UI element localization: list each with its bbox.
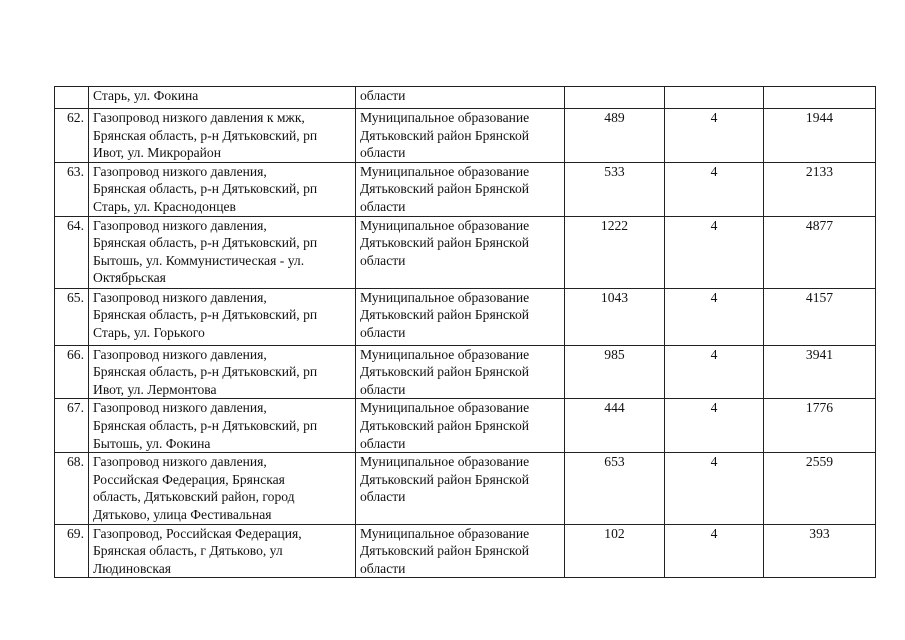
count-cell: 4 xyxy=(665,453,764,524)
owner-cell xyxy=(356,109,565,163)
table-body xyxy=(55,87,876,578)
total-cell: 393 xyxy=(764,524,876,578)
object-description-line: Бытошь, ул. Фокина xyxy=(93,435,211,451)
owner-line: Муниципальное образование xyxy=(360,525,530,541)
row-number: 67. xyxy=(55,399,89,453)
length-cell: 1043 xyxy=(565,288,665,345)
table-row xyxy=(55,524,876,578)
object-description xyxy=(89,162,356,216)
count-cell: 4 xyxy=(665,524,764,578)
length-cell: 1222 xyxy=(565,216,665,288)
count-cell: 4 xyxy=(665,345,764,399)
owner-line: Дятьковский район Брянской xyxy=(360,181,530,197)
row-number xyxy=(55,87,89,109)
total-cell xyxy=(764,87,876,109)
length-cell: 985 xyxy=(565,345,665,399)
owner-cell xyxy=(356,524,565,578)
table-row xyxy=(55,399,876,453)
row-number: 68. xyxy=(55,453,89,524)
object-description xyxy=(89,216,356,288)
owner-line: Муниципальное образование xyxy=(360,400,530,416)
owner-line: Муниципальное образование xyxy=(360,454,530,470)
owner-line: области xyxy=(360,324,406,340)
total-cell: 1776 xyxy=(764,399,876,453)
owner-line: области xyxy=(360,145,406,161)
count-cell xyxy=(665,87,764,109)
owner-line: Муниципальное образование xyxy=(360,289,530,305)
count-cell: 4 xyxy=(665,109,764,163)
object-description-line: Дятьково, улица Фестивальная xyxy=(93,506,272,522)
object-description-line: Газопровод низкого давления, xyxy=(93,454,267,470)
row-number: 63. xyxy=(55,162,89,216)
length-cell: 489 xyxy=(565,109,665,163)
object-description-line: Брянская область, р-н Дятьковский, рп xyxy=(93,417,318,433)
owner-line: области xyxy=(360,198,406,214)
object-description-line: Российская Федерация, Брянская xyxy=(93,471,285,487)
object-description-line: область, Дятьковский район, город xyxy=(93,489,295,505)
table-row xyxy=(55,288,876,345)
owner-line: Дятьковский район Брянской xyxy=(360,417,530,433)
count-cell: 4 xyxy=(665,288,764,345)
total-cell: 3941 xyxy=(764,345,876,399)
owner-line: Муниципальное образование xyxy=(360,110,530,125)
object-description-line: Газопровод низкого давления, xyxy=(93,400,267,416)
owner-cell xyxy=(356,162,565,216)
object-description xyxy=(89,453,356,524)
table-row xyxy=(55,216,876,288)
object-description-line: Октябрьская xyxy=(93,270,166,286)
total-cell: 2133 xyxy=(764,162,876,216)
owner-line: Дятьковский район Брянской xyxy=(360,543,530,559)
object-description xyxy=(89,345,356,399)
owner-line: Дятьковский район Брянской xyxy=(360,235,530,251)
owner-line: области xyxy=(360,435,406,451)
object-description-line: Ивот, ул. Лермонтова xyxy=(93,381,217,397)
row-number: 64. xyxy=(55,216,89,288)
object-description-line: Брянская область, р-н Дятьковский, рп xyxy=(93,127,318,143)
total-cell: 4157 xyxy=(764,288,876,345)
table-row xyxy=(55,162,876,216)
object-description xyxy=(89,399,356,453)
owner-line: области xyxy=(360,560,406,576)
table-row xyxy=(55,453,876,524)
gas-pipeline-table xyxy=(54,86,876,578)
object-description-line: Брянская область, р-н Дятьковский, рп xyxy=(93,307,318,323)
object-description xyxy=(89,109,356,163)
length-cell: 653 xyxy=(565,453,665,524)
length-cell: 102 xyxy=(565,524,665,578)
owner-line: Дятьковский район Брянской xyxy=(360,127,530,143)
owner-line: Дятьковский район Брянской xyxy=(360,364,530,380)
owner-line: области xyxy=(360,252,406,268)
object-description-line: Газопровод низкого давления, xyxy=(93,163,267,179)
total-cell: 1944 xyxy=(764,109,876,163)
owner-cell xyxy=(356,453,565,524)
object-description-line: Газопровод, Российская Федерация, xyxy=(93,525,302,541)
total-cell: 4877 xyxy=(764,216,876,288)
object-description-line: Брянская область, р-н Дятьковский, рп xyxy=(93,364,318,380)
row-number: 69. xyxy=(55,524,89,578)
length-cell: 533 xyxy=(565,162,665,216)
object-description-line: Брянская область, р-н Дятьковский, рп xyxy=(93,235,318,251)
owner-cell xyxy=(356,345,565,399)
object-description-line: Брянская область, р-н Дятьковский, рп xyxy=(93,181,318,197)
object-description-line: Бытошь, ул. Коммунистическая - ул. xyxy=(93,252,305,268)
object-description-line: Газопровод низкого давления, xyxy=(93,289,267,305)
owner-line: Муниципальное образование xyxy=(360,346,530,362)
owner-cell xyxy=(356,216,565,288)
owner-line: Муниципальное образование xyxy=(360,163,530,179)
row-number: 66. xyxy=(55,345,89,399)
object-description-line: Газопровод низкого давления, xyxy=(93,217,267,233)
owner-line: области xyxy=(360,88,406,103)
object-description-line: Ивот, ул. Микрорайон xyxy=(93,145,221,161)
owner-cell xyxy=(356,399,565,453)
object-description-line: Старь, ул. Фокина xyxy=(93,88,199,103)
length-cell xyxy=(565,87,665,109)
owner-cell xyxy=(356,87,565,109)
owner-cell xyxy=(356,288,565,345)
object-description-line: Брянская область, г Дятьково, ул xyxy=(93,543,283,559)
table-row xyxy=(55,345,876,399)
object-description xyxy=(89,524,356,578)
object-description-line: Людиновская xyxy=(93,560,172,576)
length-cell: 444 xyxy=(565,399,665,453)
object-description-line: Старь, ул. Горького xyxy=(93,324,205,340)
total-cell: 2559 xyxy=(764,453,876,524)
owner-line: Дятьковский район Брянской xyxy=(360,307,530,323)
table-row xyxy=(55,109,876,163)
object-description xyxy=(89,288,356,345)
count-cell: 4 xyxy=(665,399,764,453)
object-description-line: Газопровод низкого давления, xyxy=(93,346,267,362)
object-description-line: Старь, ул. Краснодонцев xyxy=(93,198,236,214)
row-number: 62. xyxy=(55,109,89,163)
table-row xyxy=(55,87,876,109)
row-number: 65. xyxy=(55,288,89,345)
count-cell: 4 xyxy=(665,162,764,216)
owner-line: Муниципальное образование xyxy=(360,217,530,233)
owner-line: области xyxy=(360,381,406,397)
owner-line: Дятьковский район Брянской xyxy=(360,471,530,487)
object-description-line: Газопровод низкого давления к мжк, xyxy=(93,110,305,125)
owner-line: области xyxy=(360,489,406,505)
object-description xyxy=(89,87,356,109)
count-cell: 4 xyxy=(665,216,764,288)
